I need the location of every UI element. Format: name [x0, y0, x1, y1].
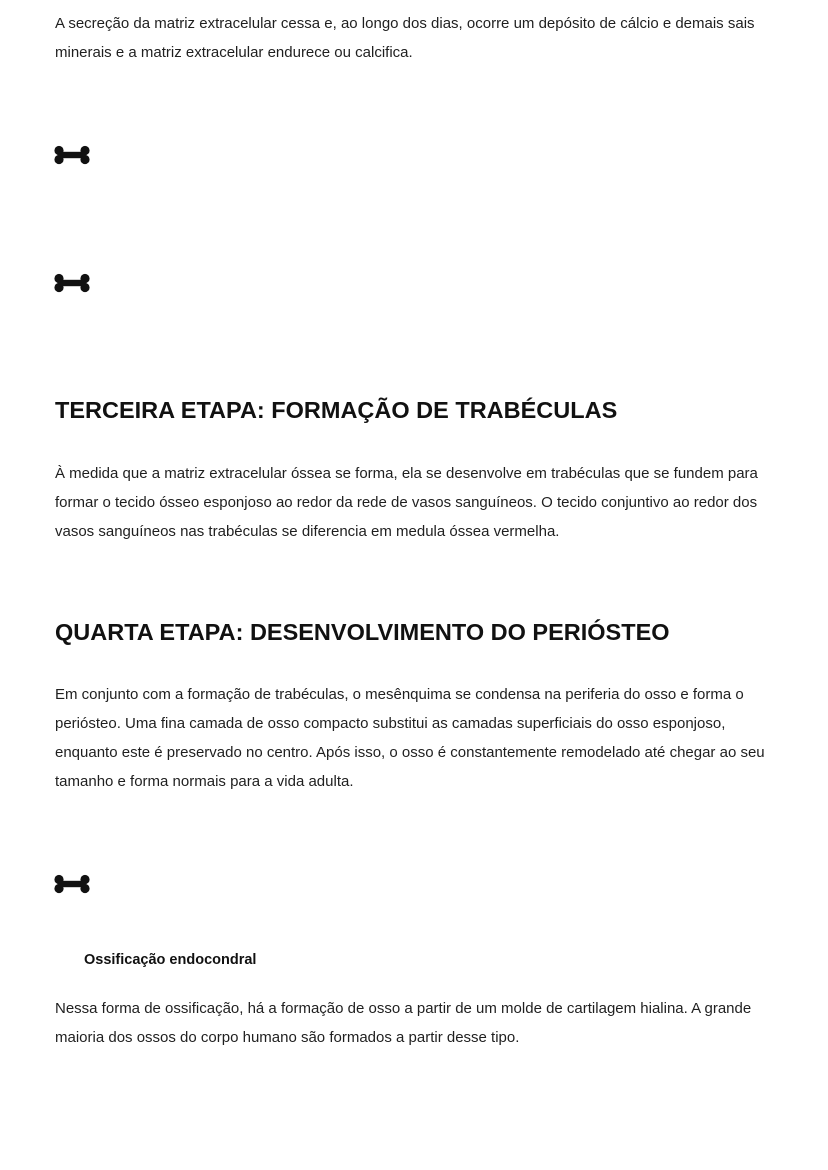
paragraph-periosteo: Em conjunto com a formação de trabéculas, o mesênquima se condensa na periferia do osso e forma o periósteo. Uma fina camada de osso compacto substitui as camadas superficiais do osso esponjoso, enquanto este é preservado no centro. Após isso, o osso é constantemente remodelado até chegar ao seu tamanho e forma normais para a vida adulta.: [55, 686, 765, 790]
paragraph-trabeculas: À medida que a matriz extracelular óssea se forma, ela se desenvolve em trabéculas que se fundem para formar o tecido ósseo esponjoso ao redor da rede de vasos sanguíneos. O tecido conjuntivo ao redor dos vasos sanguíneos nas trabéculas se diferencia em medula óssea vermelha.: [55, 465, 758, 540]
paragraph-endocondral: Nessa forma de ossificação, há a formação de osso a partir de um molde de cartilagem hialina. A grande maioria dos ossos do corpo humano são formados a partir desse tipo.: [55, 1000, 752, 1046]
bone-icon: [54, 145, 90, 165]
heading-quarta-etapa: QUARTA ETAPA: DESENVOLVIMENTO DO PERIÓSTEO: [55, 619, 670, 645]
subheading-ossificacao-endocondral: Ossificação endocondral: [84, 952, 257, 968]
paragraph-calcification: A secreção da matriz extracelular cessa e, ao longo dos dias, ocorre um depósito de cálcio e demais sais minerais e a matriz extracelular endurece ou calcifica.: [55, 15, 755, 61]
heading-terceira-etapa: TERCEIRA ETAPA: FORMAÇÃO DE TRABÉCULAS: [55, 397, 618, 423]
bone-icon: [54, 273, 90, 293]
bone-icon: [54, 874, 90, 894]
